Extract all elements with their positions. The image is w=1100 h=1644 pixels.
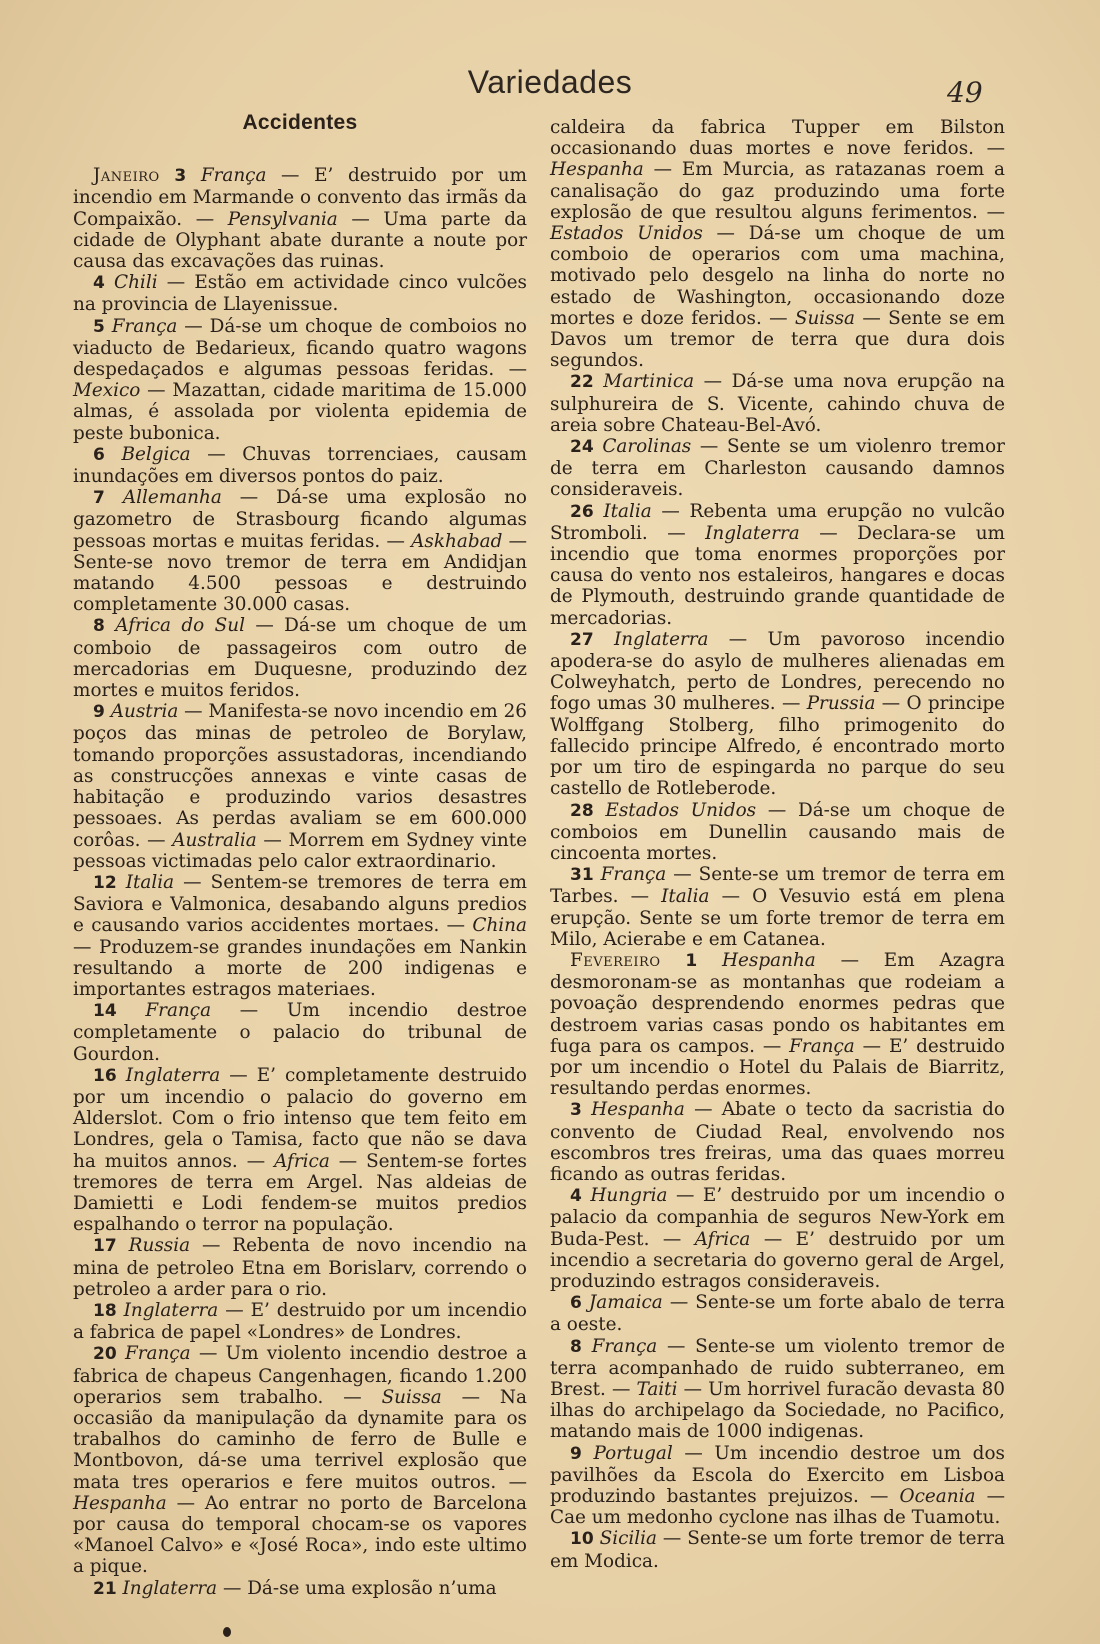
- entry-place: Inglaterra: [613, 628, 709, 650]
- entry-month: Janeiro: [93, 165, 160, 187]
- entry-text: Sentem-se fortes tremores de terra em Argel. Nas aldeias de Damietti e Lodi fendem-se muitos predios espalhando o terror na população.: [73, 1150, 527, 1236]
- left-entries: [73, 165, 527, 1600]
- entry-text: Sente se um violenro tremor de terra em Charleston causando damnos consideraveis.: [550, 436, 1005, 501]
- entry-day: 6: [570, 1293, 582, 1314]
- entry-text: Dá-se um choque de um comboio de operarios com uma machina, motivado pelo desgelo na linha do norte no estado de Washington, occasionando doze mortes e doze feridos.: [550, 223, 1005, 329]
- entry-day: 12: [93, 872, 117, 893]
- entry-text: Em Azagra desmoronam-se as montanhas que rodeiam a povoação desprendendo enormes pedras que destroem varias casas pondo os habitantes em fuga para os campos.: [550, 949, 1005, 1057]
- chronicle-entry: 6 Belgica — Chuvas torrenciaes, causam inundações em diversos pontos do paiz.: [73, 443, 527, 488]
- ink-dot: [223, 1627, 231, 1637]
- chronicle-entry: 20 França — Um violento incendio destroe a fabrica de chapeus Cangenhagen, ficando 1.200 operarios sem trabalho. — Suissa — Na occasião da manipulação da dynamite para os trabalhos do caminho de ferro de Bulle e Montbovon, dá-se uma terrivel explosão que mata tres operarios e fere muitos outros. — Hespanha — Ao entrar no porto de Barcelona por causa do temporal chocam-se os vapores «Manoel Calvo» e «José Roca», indo este ultimo a pique.: [73, 1343, 527, 1578]
- entry-text: Dá-se uma explosão no gazometro de Strasbourg ficando algumas pessoas mortas e muitas feridas.: [73, 487, 527, 552]
- chronicle-entry: 24 Carolinas — Sente se um violenro tremor de terra em Charleston causando damnos consideraveis.: [550, 436, 1005, 501]
- entry-place: Italia: [603, 500, 652, 522]
- entry-text: Abate o tecto da sacristia do convento de Ciudad Real, envolvendo nos escombros tres freiras, uma das quaes morreu ficando as outras feridas.: [550, 1099, 1005, 1185]
- entry-day: 31: [570, 865, 594, 886]
- entry-text: E’ destruido por um incendio a fabrica de papel «Londres» de Londres.: [73, 1299, 527, 1344]
- chronicle-entry: Fevereiro 1 Hespanha — Em Azagra desmoronam-se as montanhas que rodeiam a povoação desprendendo enormes pedras que destroem varias casas pondo os habitantes em fuga para os campos. — França — E’ destruido por um incendio o Hotel du Palais de Biarritz, resultando perdas enormes.: [550, 949, 1005, 1100]
- entry-text: Sente-se novo tremor de terra em Andidjan matando 4.500 pessoas e destruindo completamente 30.000 casas.: [73, 551, 527, 616]
- chronicle-entry: 28 Estados Unidos — Dá-se um choque de comboios em Dunellin causando mais de cincoenta mortes.: [550, 799, 1005, 864]
- entry-place: Mexico: [73, 380, 141, 402]
- chronicle-entry: 31 França — Sente-se um tremor de terra em Tarbes. — Italia — O Vesuvio está em plena erupção. Sente se um forte tremor de terra em Milo, Acierabe e em Catanea.: [550, 864, 1005, 950]
- entry-place: Estados Unidos: [605, 799, 757, 821]
- entry-text: Declara-se um incendio que toma enormes proporções por causa do vento nos estaleiros, hangares e docas de Plymouth, destruindo grande quantidade de mercadorias.: [550, 522, 1005, 629]
- left-column: [73, 112, 527, 1600]
- entry-place: Africa: [694, 1228, 751, 1250]
- entry-place: Martinica: [603, 371, 695, 393]
- entry-place: França: [600, 864, 667, 886]
- chronicle-entry: 6 Jamaica — Sente-se um forte abalo de terra a oeste.: [550, 1292, 1005, 1336]
- chronicle-entry: 9 Portugal — Um incendio destroe um dos pavilhões da Escola do Exercito em Lisboa produzindo bastantes prejuizos. — Oceania — Cae um medonho cyclone nas ilhas de Tuamotu.: [550, 1442, 1005, 1529]
- page-header-title: Variedades: [467, 64, 633, 100]
- entry-text: Sente-se um tremor de terra em Tarbes.: [550, 864, 1005, 908]
- entry-text: Estão em actividade cinco vulcões na provincia de Llayenissue.: [73, 272, 527, 316]
- entry-day: 28: [570, 800, 594, 821]
- entry-place: Prussia: [806, 693, 876, 715]
- entry-text: Dá-se um choque de comboios em Dunellin causando mais de cincoenta mortes.: [550, 799, 1005, 864]
- right-entries: [550, 117, 1005, 1572]
- entry-text: E’ destruido por um incendio a secretaria do governo geral de Argel, produzindo estragos consideraveis.: [550, 1228, 1005, 1292]
- entry-day: 4: [93, 273, 105, 294]
- entry-text: Morrem em Sydney vinte pessoas victimadas pelo calor extraordinario.: [73, 829, 528, 872]
- entry-text: E’ completamente destruido por um incendio o palacio do governo em Alderslot. Com o frio intenso que tem feito em Londres, gela o Tamisa, facto que não se dava ha muitos annos.: [73, 1064, 527, 1172]
- entry-day: 18: [93, 1300, 117, 1321]
- entry-text: Chuvas torrenciaes, causam inundações em diversos pontos do paiz.: [73, 443, 527, 488]
- entry-text: Produzem-se grandes inundações em Nankin resultando a morte de 200 indigenas e importantes estragos materiaes.: [73, 936, 527, 1000]
- entry-place: Suissa: [794, 307, 856, 329]
- entry-day: 24: [570, 437, 594, 458]
- entry-place: Hungria: [590, 1185, 668, 1207]
- entry-day: 4: [570, 1186, 582, 1207]
- entry-place: França: [789, 1035, 855, 1057]
- entry-text: Dá-se uma nova erupção na sulphureira de S. Vicente, cahindo chuva de areia sobre Chateau-Bel-Avó.: [550, 371, 1005, 436]
- entry-place: Australia: [172, 829, 257, 851]
- entry-place: Pensylvania: [227, 208, 338, 230]
- entry-text: Um pavoroso incendio apodera-se do asylo de mulheres alienadas em Colweyhatch, perto de Londres, perecendo no fogo umas 30 mulheres.: [550, 628, 1005, 715]
- entry-place: Hespanha: [550, 159, 644, 181]
- chronicle-entry: caldeira da fabrica Tupper em Bilston occasionando duas mortes e nove feridos. — Hespanha — Em Murcia, as ratazanas roem a canalisação do gaz produzindo uma forte explosão de que resultou alguns ferimentos. — Estados Unidos — Dá-se um choque de um comboio de operarios com uma machina, motivado pelo desgelo na linha do norte no estado de Washington, occasionando doze mortes e doze feridos. — Suissa — Sente se em Davos um tremor de terra que dura dois segundos.: [550, 117, 1005, 372]
- page-number: 49: [947, 76, 983, 109]
- entry-place: Italia: [661, 886, 710, 908]
- entry-place: Hespanha: [73, 1492, 167, 1514]
- entry-text: Sente-se um forte abalo de terra a oeste.: [550, 1292, 1005, 1336]
- entry-text: Sente-se um forte tremor de terra em Modica.: [550, 1528, 1005, 1572]
- chronicle-entry: 21 Inglaterra — Dá-se uma explosão n’uma: [93, 1577, 497, 1599]
- entry-text: Rebenta uma erupção no vulcão Stromboli.: [550, 500, 1005, 544]
- chronicle-entry: 8 Africa do Sul — Dá-se um choque de um comboio de passageiros com outro de mercadorias em Duquesne, produzindo dez mortes e muitos feridos.: [73, 615, 527, 702]
- entry-day: 26: [570, 501, 594, 522]
- entry-place: Portugal: [593, 1442, 673, 1464]
- entry-day: 8: [570, 1336, 582, 1357]
- entry-place: China: [472, 915, 527, 937]
- chronicle-entry: 9 Austria — Manifesta-se novo incendio em 26 poços das minas de petroleo de Borylaw, tomando proporções assustadoras, incendiando as construcções annexas e vinte casas de habitação e produzindo varios desastres pessoaes. As perdas avaliam se em 600.000 corôas. — Australia — Morrem em Sydney vinte pessoas victimadas pelo calor extraordinario.: [73, 701, 528, 872]
- entry-place: Sicilia: [599, 1528, 657, 1550]
- chronicle-entry: 18 Inglaterra — E’ destruido por um incendio a fabrica de papel «Londres» de Londres.: [73, 1299, 527, 1344]
- chronicle-entry: 4 Chili — Estão em actividade cinco vulcões na provincia de Llayenissue.: [73, 272, 527, 316]
- entry-text: Sente-se um violento tremor de terra acompanhado de ruido subterraneo, em Brest.: [550, 1335, 1005, 1400]
- entry-text: Em Murcia, as ratazanas roem a canalisação do gaz produzindo uma forte explosão de que resultou alguns ferimentos.: [550, 159, 1005, 223]
- entry-day: 27: [570, 629, 594, 650]
- entry-day: 3: [174, 166, 187, 187]
- entry-place: Inglaterra: [705, 522, 800, 544]
- entry-place: Oceania: [899, 1486, 976, 1507]
- chronicle-entry: 5 França — Dá-se um choque de comboios no viaducto de Bedarieux, ficando quatro wagons despedaçados e algumas pessoas feridas. — Mexico — Mazattan, cidade maritima de 15.000 almas, é assolada por violenta epidemia de peste bubonica.: [73, 315, 528, 444]
- entry-text: Um horrivel furacão devasta 80 ilhas do archipelago da Sociedade, no Pacifico, matando mais de 1000 indigenas.: [550, 1378, 1005, 1443]
- entry-place: Hespanha: [722, 949, 816, 971]
- entry-day: 9: [570, 1443, 582, 1464]
- entry-place: Austria: [110, 701, 179, 723]
- entry-place: Jamaica: [588, 1292, 663, 1314]
- entry-text: Dá-se um choque de um comboio de passageiros com outro de mercadorias em Duquesne, produzindo dez mortes e muitos feridos.: [73, 615, 527, 702]
- entry-place: Africa: [274, 1150, 330, 1172]
- entry-place: Taiti: [636, 1378, 678, 1400]
- entry-day: 9: [93, 702, 105, 723]
- entry-month: Fevereiro: [570, 949, 661, 971]
- entry-text: Uma parte da cidade de Olyphant abate durante a noute por causa das excavações das ruinas.: [73, 208, 527, 273]
- entry-place: Askhabad: [411, 530, 503, 552]
- right-column: [550, 117, 1005, 1572]
- chronicle-entry: 12 Italia — Sentem-se tremores de terra em Saviora e Valmonica, desabando alguns predios e causando varios accidentes mortaes. — China — Produzem-se grandes inundações em Nankin resultando a morte de 200 indigenas e importantes estragos materiaes.: [73, 871, 527, 1000]
- entry-text: E’ destruido por um incendio o Hotel du Palais de Biarritz, resultando perdas enormes.: [550, 1035, 1005, 1100]
- section-heading: Accidentes: [242, 111, 358, 134]
- entry-day: 8: [93, 616, 105, 637]
- entry-place: França: [111, 315, 178, 337]
- entry-text: Manifesta-se novo incendio em 26 poços das minas de petroleo de Borylaw, tomando proporções assustadoras, incendiando as construcções annexas e vinte casas de habitação e produzindo varios desastres pessoaes. As perdas avaliam se em 600.000 corôas.: [73, 701, 527, 851]
- chronicle-entry: 3 Hespanha — Abate o tecto da sacristia do convento de Ciudad Real, envolvendo nos escombros tres freiras, uma das quaes morreu ficando as outras feridas.: [550, 1099, 1005, 1185]
- entry-text: caldeira da fabrica Tupper em Bilston occasionando duas mortes e nove feridos.: [550, 117, 1005, 160]
- entry-text: Sentem-se tremores de terra em Saviora e Valmonica, desabando alguns predios e causando varios accidentes mortaes.: [73, 871, 527, 937]
- entry-place: Inglaterra: [125, 1064, 221, 1086]
- entry-text: Mazattan, cidade maritima de 15.000 almas, é assolada por violenta epidemia de peste bubonica.: [73, 380, 527, 444]
- entry-place: Inglaterra: [123, 1299, 219, 1321]
- entry-text: Dá-se um choque de comboios no viaducto de Bedarieux, ficando quatro wagons despedaçados e algumas pessoas feridas.: [73, 315, 528, 381]
- entry-day: 7: [93, 488, 105, 509]
- entry-place: Africa do Sul: [115, 615, 245, 637]
- chronicle-entry: 10 Sicilia — Sente-se um forte tremor de terra em Modica.: [550, 1528, 1005, 1572]
- entry-place: Italia: [125, 871, 175, 893]
- entry-text: Um violento incendio destroe a fabrica de chapeus Cangenhagen, ficando 1.200 operarios sem trabalho.: [73, 1343, 527, 1408]
- chronicle-entry: 22 Martinica — Dá-se uma nova erupção na sulphureira de S. Vicente, cahindo chuva de areia sobre Chateau-Bel-Avó.: [550, 371, 1005, 436]
- entry-text: Cae um medonho cyclone nas ilhas de Tuamotu.: [550, 1507, 1001, 1529]
- entry-day: 21: [93, 1578, 117, 1599]
- entry-place: França: [125, 1343, 191, 1365]
- entry-place: Belgica: [121, 443, 191, 465]
- entry-text: Rebenta de novo incendio na mina de petroleo Etna em Borislarv, correndo o petroleo a arder para o rio.: [73, 1235, 527, 1300]
- entry-day: 5: [93, 316, 105, 337]
- entry-place: Suissa: [381, 1386, 442, 1408]
- entry-text: Dá-se uma explosão n’uma: [247, 1577, 497, 1599]
- entry-text: Na occasião da manipulação da dynamite para os trabalhos do caminho de ferro de Bulle e Montbovon, dá-se uma terrivel explosão que mata tres operarios e fere muitos outros.: [73, 1386, 527, 1493]
- entry-place: França: [200, 165, 267, 187]
- entry-day: 20: [93, 1344, 117, 1365]
- entry-place: Allemanha: [122, 487, 222, 509]
- entry-text: E’ destruido por um incendio o palacio da companhia de seguros New-York em Buda-Pest.: [550, 1185, 1005, 1250]
- entry-day: 3: [570, 1100, 582, 1121]
- entry-day: 10: [570, 1529, 594, 1550]
- chronicle-entry: 17 Russia — Rebenta de novo incendio na mina de petroleo Etna em Borislarv, correndo o petroleo a arder para o rio.: [73, 1235, 527, 1300]
- chronicle-entry: 4 Hungria — E’ destruido por um incendio o palacio da companhia de seguros New-York em Buda-Pest. — Africa — E’ destruido por um incendio a secretaria do governo geral de Argel, produzindo estragos consideraveis.: [550, 1185, 1005, 1292]
- chronicle-entry: 16 Inglaterra — E’ completamente destruido por um incendio o palacio do governo em Alderslot. Com o frio intenso que tem feito em Londres, gela o Tamisa, facto que não se dava ha muitos annos. — Africa — Sentem-se fortes tremores de terra em Argel. Nas aldeias de Damietti e Lodi fendem-se muitos predios espalhando o terror na população.: [73, 1064, 527, 1236]
- chronicle-entry: 14 França — Um incendio destroe completamente o palacio do tribunal de Gourdon.: [73, 1000, 527, 1065]
- entry-text: E’ destruido por um incendio em Marmande o convento das irmãs da Compaixão.: [73, 165, 527, 230]
- entry-day: 22: [570, 372, 594, 393]
- entry-day: 1: [685, 950, 698, 971]
- entry-day: 16: [93, 1065, 117, 1086]
- entry-place: França: [591, 1335, 658, 1357]
- entry-place: Inglaterra: [122, 1577, 218, 1599]
- chronicle-entry: 8 França — Sente-se um violento tremor de terra acompanhado de ruido subterraneo, em Brest. — Taiti — Um horrivel furacão devasta 80 ilhas do archipelago da Sociedade, no Pacifico, matando mais de 1000 indigenas.: [550, 1335, 1005, 1443]
- chronicle-entry: 26 Italia — Rebenta uma erupção no vulcão Stromboli. — Inglaterra — Declara-se um incendio que toma enormes proporções por causa do vento nos estaleiros, hangares e docas de Plymouth, destruindo grande quantidade de mercadorias.: [550, 500, 1005, 629]
- chronicle-entry: Janeiro 3 França — E’ destruido por um incendio em Marmande o convento das irmãs da Compaixão. — Pensylvania — Uma parte da cidade de Olyphant abate durante a noute por causa das excavações das ruinas.: [73, 165, 527, 273]
- chronicle-entry: 27 Inglaterra — Um pavoroso incendio apodera-se do asylo de mulheres alienadas em Colweyhatch, perto de Londres, perecendo no fogo umas 30 mulheres. — Prussia — O principe Wolffgang Stolberg, filho primogenito do fallecido principe Alfredo, é encontrado morto por um tiro de espingarda no parque do seu castello de Rotleberode.: [550, 628, 1005, 800]
- entry-text: Ao entrar no porto de Barcelona por causa do temporal chocam-se os vapores «Manoel Calvo» e «José Roca», indo este ultimo a pique.: [73, 1492, 527, 1578]
- entry-day: 17: [93, 1236, 117, 1257]
- entry-text: Um incendio destroe completamente o palacio do tribunal de Gourdon.: [73, 1000, 527, 1065]
- entry-day: 14: [93, 1001, 117, 1022]
- entry-place: Chili: [114, 272, 158, 294]
- entry-text: O Vesuvio está em plena erupção. Sente se um forte tremor de terra em Milo, Acierabe e em Catanea.: [550, 886, 1005, 950]
- entry-place: França: [145, 1000, 212, 1022]
- entry-place: Carolinas: [602, 436, 692, 458]
- entry-place: Russia: [128, 1235, 191, 1257]
- chronicle-entry: 7 Allemanha — Dá-se uma explosão no gazometro de Strasbourg ficando algumas pessoas mortas e muitas feridas. — Askhabad — Sente-se novo tremor de terra em Andidjan matando 4.500 pessoas e destruindo completamente 30.000 casas.: [73, 487, 527, 616]
- entry-place: Hespanha: [591, 1099, 685, 1121]
- entry-day: 6: [93, 444, 105, 465]
- entry-place: Estados Unidos: [550, 223, 703, 245]
- entry-text: O principe Wolffgang Stolberg, filho primogenito do fallecido principe Alfredo, é encontrado morto por um tiro de espingarda no parque do seu castello de Rotleberode.: [550, 693, 1005, 800]
- entry-text: Um incendio destroe um dos pavilhões da Escola do Exercito em Lisboa produzindo bastantes prejuizos.: [550, 1442, 1005, 1507]
- entry-text: Sente se em Davos um tremor de terra que dura dois segundos.: [550, 307, 1005, 372]
